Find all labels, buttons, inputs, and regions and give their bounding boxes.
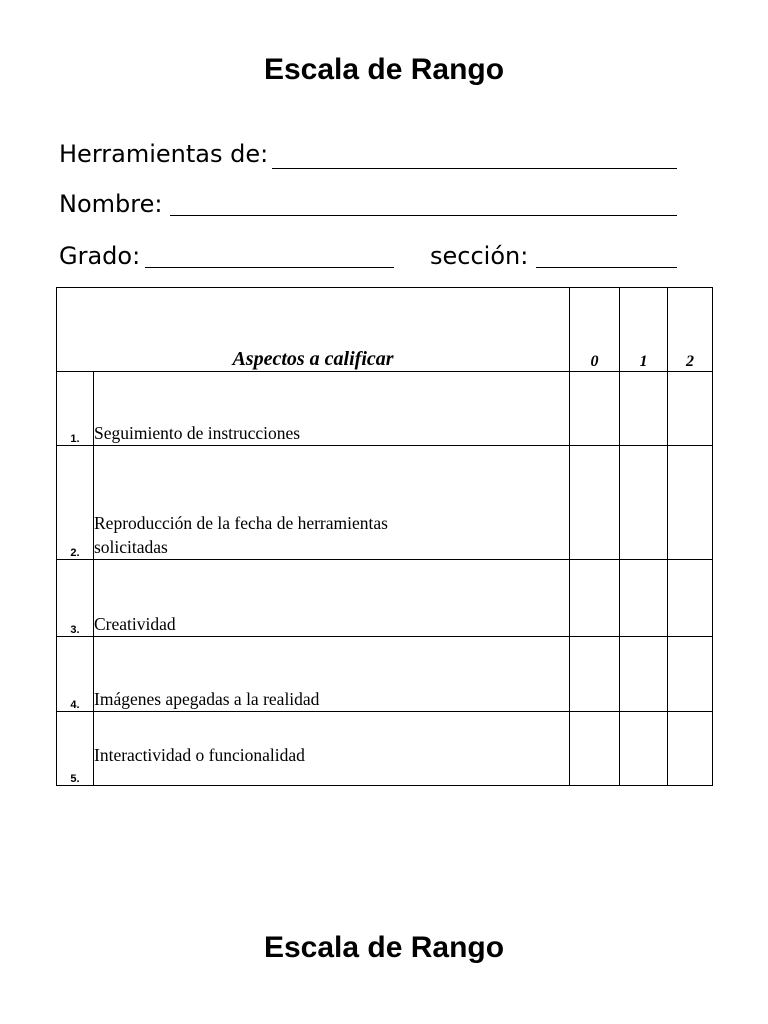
score-cell-2[interactable] [668,712,713,786]
rating-table [56,287,713,786]
grado-blank[interactable] [145,267,394,268]
score-cell-2[interactable] [668,560,713,637]
score-cell-0[interactable] [570,637,620,712]
score-header-1: 1 [620,288,668,372]
aspect-text: Interactividad o funcionalidad [94,712,570,786]
aspect-text: Imágenes apegadas a la realidad [94,637,570,712]
aspect-text: Creatividad [94,560,570,637]
table-row [57,372,713,446]
score-cell-1[interactable] [620,637,668,712]
score-header-2: 2 [668,288,713,372]
table-row [57,560,713,637]
table-row [57,712,713,786]
nombre-blank[interactable] [170,215,677,216]
nombre-label: Nombre: [59,190,163,218]
row-number: 2. [57,446,94,560]
seccion-label: sección: [430,242,529,270]
score-cell-0[interactable] [570,560,620,637]
page-title: Escala de Rango [263,53,505,86]
grado-label: Grado: [59,242,141,270]
score-cell-1[interactable] [620,712,668,786]
score-cell-0[interactable] [570,712,620,786]
score-cell-0[interactable] [570,446,620,560]
row-number: 4. [57,637,94,712]
aspect-text: Reproducción de la fecha de herramientas solicitadas [94,446,570,560]
table-row [57,637,713,712]
score-cell-2[interactable] [668,372,713,446]
row-number: 1. [57,372,94,446]
herramientas-label: Herramientas de: [59,140,269,168]
aspect-text: Seguimiento de instrucciones [94,372,570,446]
score-cell-2[interactable] [668,446,713,560]
score-cell-1[interactable] [620,446,668,560]
score-header-0: 0 [570,288,620,372]
score-cell-2[interactable] [668,637,713,712]
score-cell-0[interactable] [570,372,620,446]
row-number: 5. [57,712,94,786]
herramientas-blank[interactable] [272,168,677,169]
table-row [57,446,713,560]
row-number: 3. [57,560,94,637]
score-cell-1[interactable] [620,560,668,637]
aspects-header: Aspectos a calificar [57,288,570,372]
table-header-row [57,288,713,372]
footer-title: Escala de Rango [263,931,505,964]
seccion-blank[interactable] [536,267,677,268]
score-cell-1[interactable] [620,372,668,446]
